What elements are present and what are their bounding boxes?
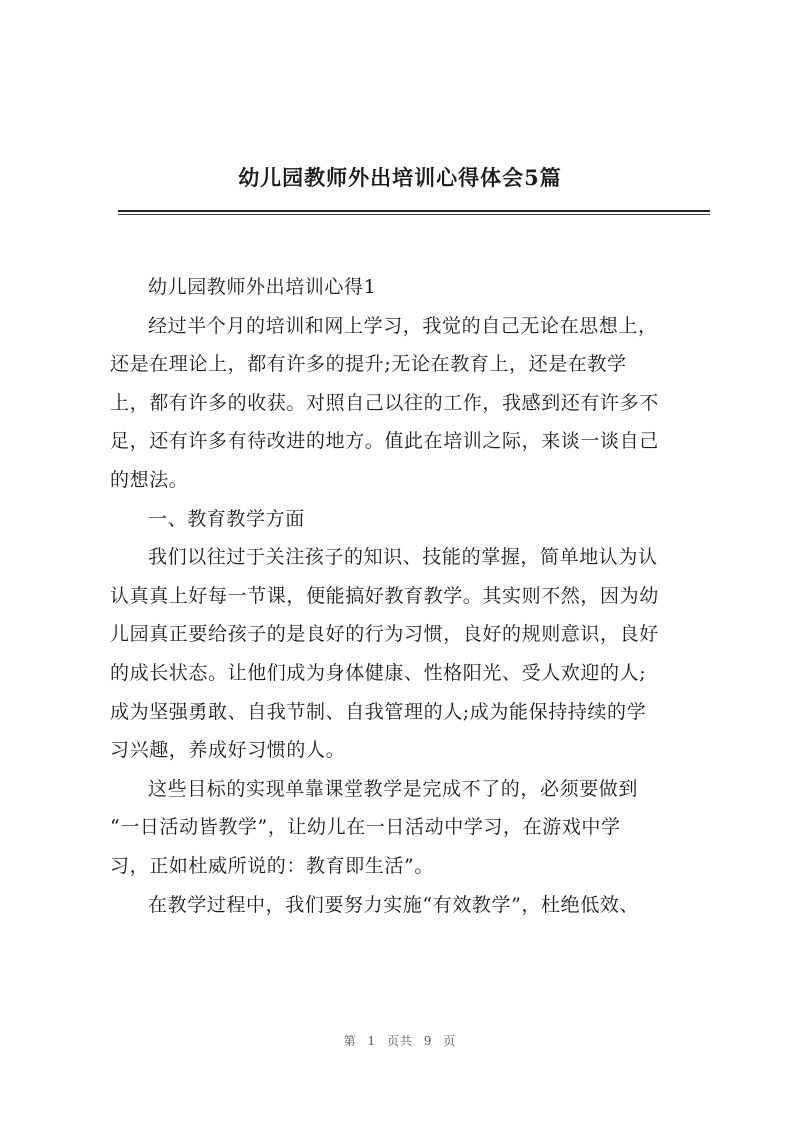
document-body (110, 268, 712, 924)
body-line: 这些目标的实现单靠课堂教学是完成不了的，必须要做到 (148, 777, 639, 800)
footer-current-page: 1 (367, 1034, 377, 1048)
body-line: 在教学过程中，我们要努力实施“有效教学”，杜绝低效、 (148, 893, 640, 916)
footer-of-label: 页共 (386, 1034, 413, 1048)
title-rule-secondary (118, 214, 710, 215)
footer-page-suffix: 页 (443, 1034, 457, 1048)
body-line: 足，还有许多有待改进的地方。值此在培训之际，来谈一谈自己 (110, 430, 659, 453)
page-footer (0, 1032, 800, 1049)
body-line: 习兴趣，养成好习惯的人。 (110, 739, 346, 762)
body-line: 儿园真正要给孩子的是良好的行为习惯，良好的规则意识，良好 (110, 623, 659, 646)
footer-page-label: 第 (343, 1034, 357, 1048)
body-line: 上，都有许多的收获。对照自己以往的工作，我感到还有许多不 (110, 391, 659, 414)
body-line: 经过半个月的培训和网上学习，我觉的自己无论在思想上， (148, 314, 658, 337)
body-line: 习，正如杜威所说的：教育即生活”。 (110, 854, 434, 877)
body-line: 一、教育教学方面 (148, 507, 305, 530)
document-title: 幼儿园教师外出培训心得体会5篇 (238, 165, 562, 190)
body-line: 的想法。 (110, 468, 189, 491)
body-line: “一日活动皆教学”，让幼儿在一日活动中学习，在游戏中学 (110, 816, 621, 839)
title-rule (118, 210, 710, 212)
body-line: 的成长状态。让他们成为身体健康、性格阳光、受人欢迎的人; (110, 661, 647, 684)
footer-total-pages: 9 (423, 1034, 433, 1048)
body-line: 还是在理论上，都有许多的提升;无论在教育上，还是在教学 (110, 353, 627, 376)
body-line: 幼儿园教师外出培训心得1 (148, 276, 377, 298)
body-line: 成为坚强勇敢、自我节制、自我管理的人;成为能保持持续的学 (110, 700, 647, 723)
body-line: 认真真上好每一节课，便能搞好教育教学。其实则不然，因为幼 (110, 584, 659, 607)
body-line: 我们以往过于关注孩子的知识、技能的掌握，简单地认为认 (148, 546, 658, 569)
